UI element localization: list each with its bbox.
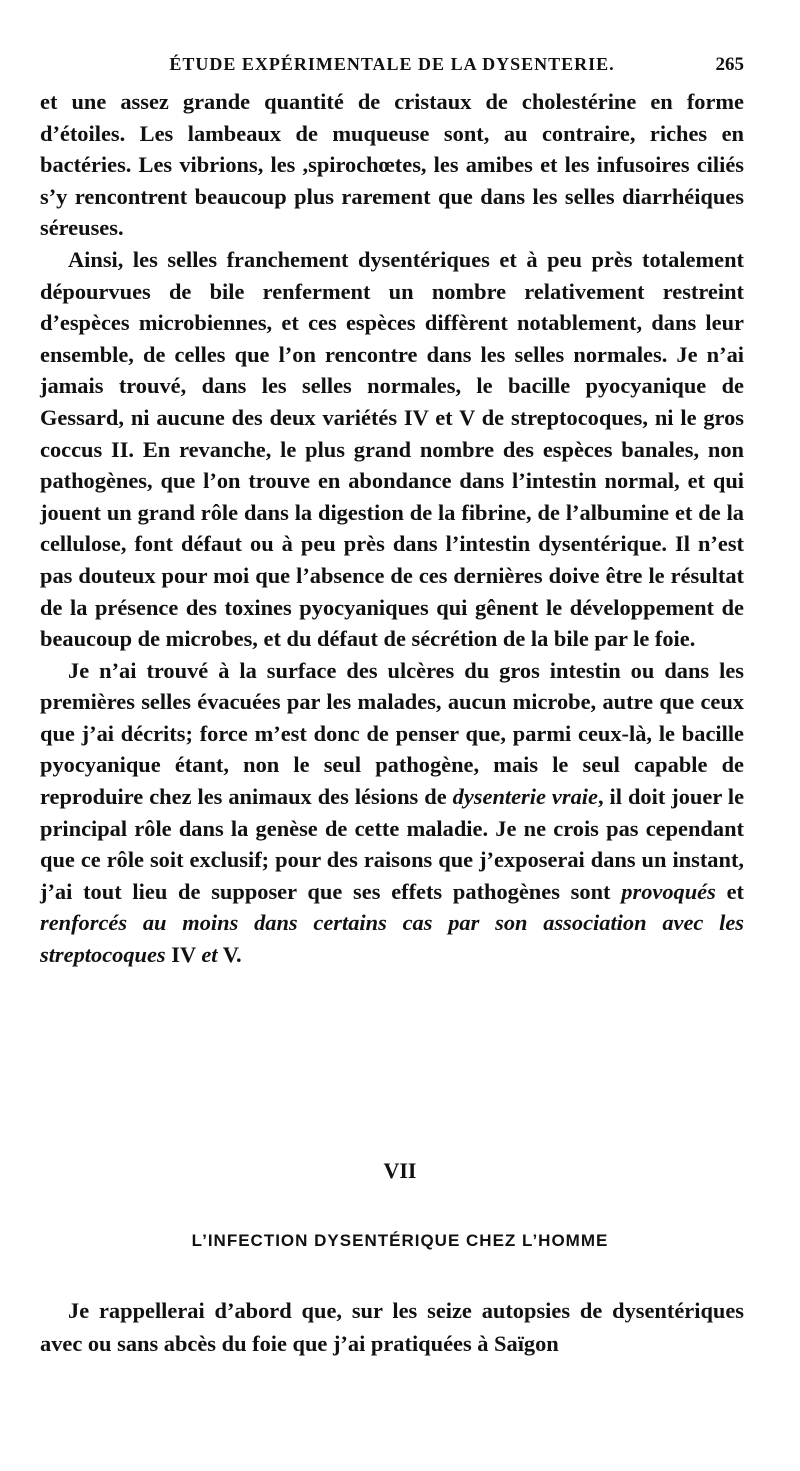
text-run: et (715, 878, 744, 904)
italic-text: provoqués (621, 878, 716, 904)
final-text (40, 1294, 744, 1360)
running-title: ÉTUDE EXPÉRIMENTALE DE LA DYSENTERIE. (169, 54, 615, 74)
italic-text: dysenterie vraie (452, 784, 598, 810)
page-number: 265 (715, 54, 744, 75)
paragraph-2 (40, 244, 744, 655)
section-number: VII (383, 1158, 417, 1183)
text-run: et une assez grande quantité de cristaux de cholestérine en forme d’étoiles. Les lambeaux de muqueuse sont, au contraire, riches en bactéries. Les vibrions, les ,spirochœtes, les amibes et les infusoires ciliés s’y rencontrent beaucoup plus rarement que dans les selles diarrhéiques séreuses. (40, 89, 744, 241)
text-run: Je n’ai trouvé à la surface des ulcères du gros intestin ou dans les premières selles évacuées par les malades, aucun microbe, autre que ceux que j’ai décrits; force m’est donc de penser que, parmi ceux-là, le bacille pyocyanique étant, non le seul pathogène, mais le seul capable de reproduire chez les animaux des lésions de (40, 657, 744, 810)
paragraph-3 (40, 655, 744, 971)
italic-text: et (201, 942, 218, 968)
text-run: , il doit jouer le principal rôle dans la genèse de cette maladie. Je ne crois pas cependant que ce rôle soit exclusif; pour des raisons que j’exposerai dans un instant, j’ai tout lieu de supposer que ses effets pathogènes sont (40, 784, 745, 904)
paragraph-1 (40, 86, 744, 244)
section-title: L’INFECTION DYSENTÉRIQUE CHEZ L’HOMME (191, 1231, 609, 1250)
body-text (40, 86, 744, 971)
text-run: V. (217, 942, 242, 968)
text-run: Ainsi, les selles franchement dysentériques et à peu près totalement dépourvues de bile renferment un nombre relativement restreint d’espèces microbiennes, et ces espèces diffèrent notablement, dans leur ensemble, de celles que l’on rencontre dans les selles normales. Je n’ai jamais trouvé, dans les selles normales, le bacille pyocyanique de Gessard, ni aucune des deux variétés IV et V de streptocoques, ni le gros coccus II. En revanche, le plus grand nombre des espèces banales, non pathogènes, que l’on trouve en abondance dans l’intestin normal, et qui jouent un grand rôle dans la digestion de la fibrine, de l’albumine et de la cellulose, font défaut ou à peu près dans l’intestin dysentérique. Il n’est pas douteux pour moi que l’absence de ces dernières doive être le résultat de la présence des toxines pyocyaniques qui gênent le développement de beaucoup de microbes, et du défaut de sécrétion de la bile par le foie. (40, 246, 744, 652)
running-head (40, 54, 744, 84)
italic-text: renforcés au moins dans certains cas par son association avec les streptocoques (40, 910, 744, 968)
text-run: IV (165, 942, 202, 968)
paragraph-4: Je rappellerai d’abord que, sur les seize autopsies de dysentériques avec ou sans abcès du foie que j’ai pratiquées à Saïgon (40, 1298, 744, 1356)
